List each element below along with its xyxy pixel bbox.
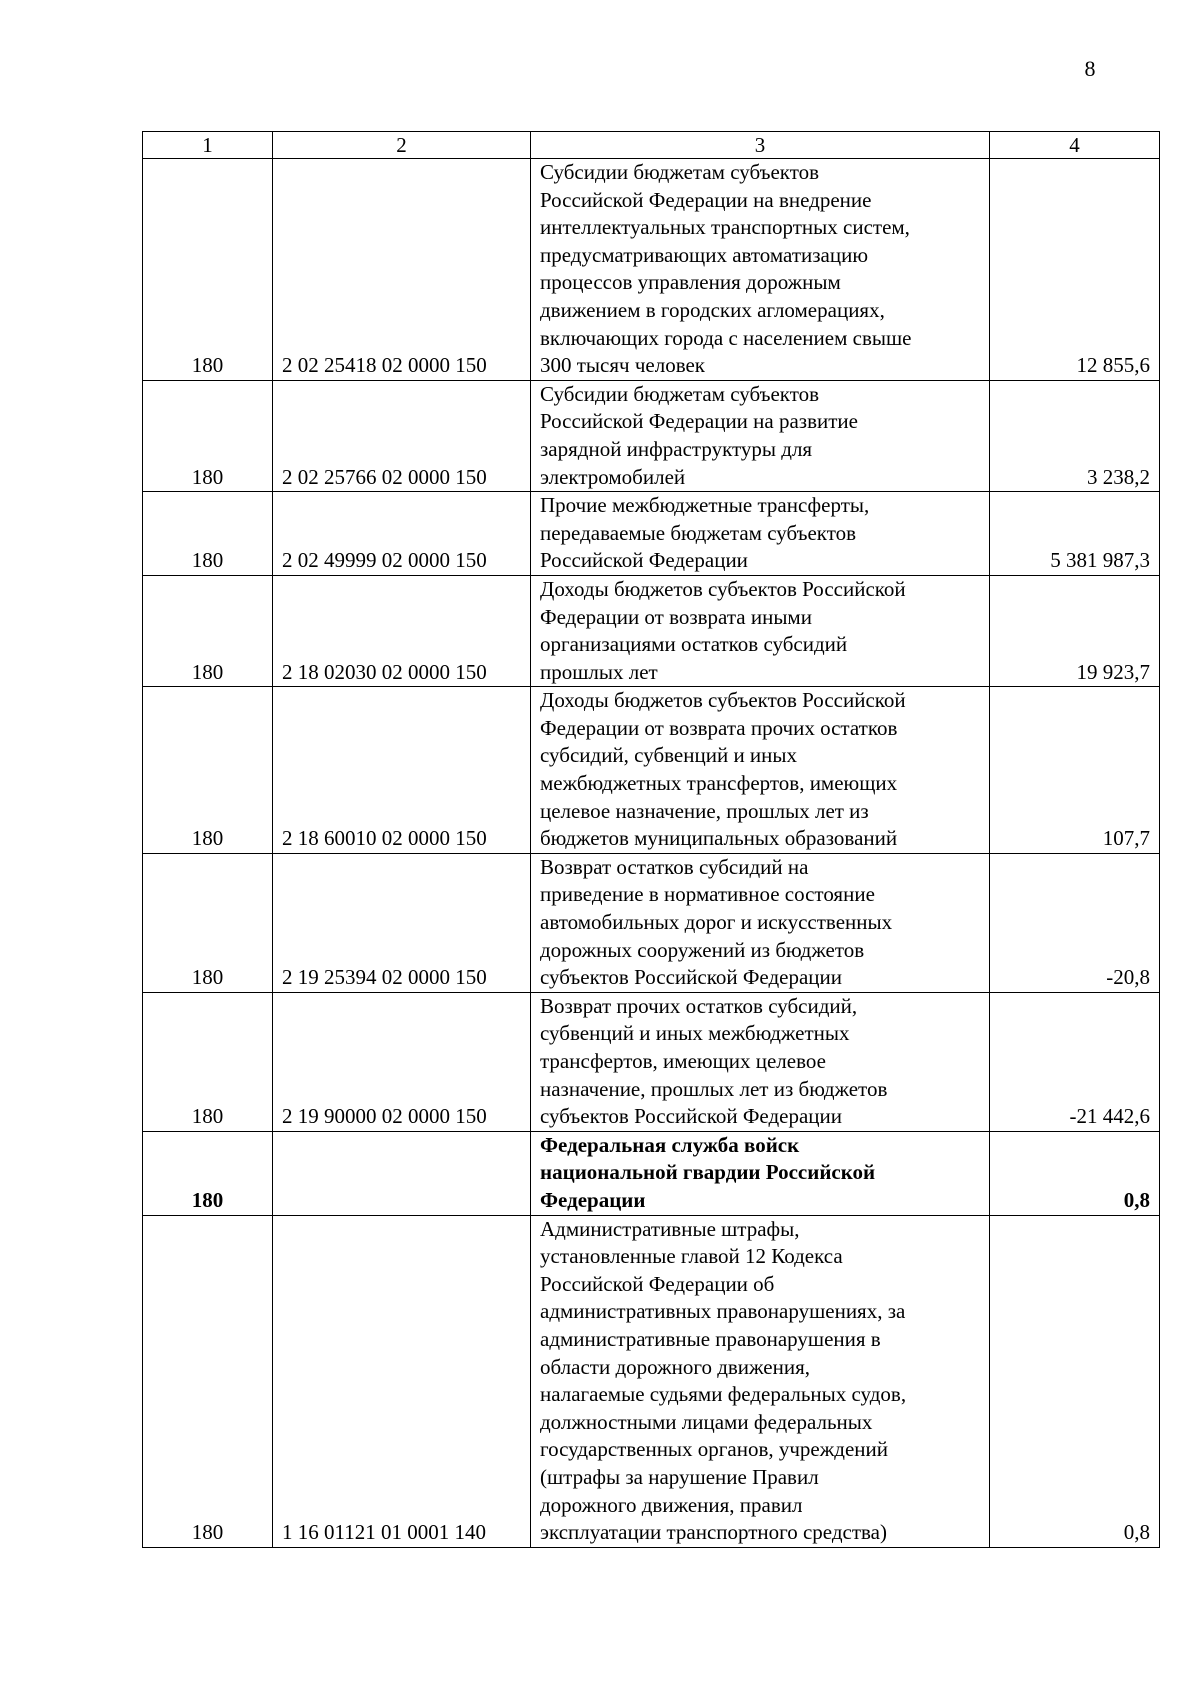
description-line: Федерации xyxy=(540,1187,646,1212)
description-line: административных правонарушениях, за xyxy=(540,1299,906,1324)
admin-code-cell: 180 xyxy=(143,380,273,491)
table-body xyxy=(143,159,1160,1548)
description-line: дорожных сооружений из бюджетов xyxy=(540,937,865,962)
table-row xyxy=(143,380,1160,491)
description-line: Доходы бюджетов субъектов Российской xyxy=(540,688,906,713)
description-line: Административные штрафы, xyxy=(540,1216,800,1241)
budget-code-cell: 2 19 25394 02 0000 150 xyxy=(273,853,531,992)
description-line: 300 тысяч человек xyxy=(540,353,706,378)
header-col-2: 2 xyxy=(273,132,531,159)
description-cell xyxy=(531,1215,990,1547)
admin-code-cell: 180 xyxy=(143,1215,273,1547)
description-line: субвенций и иных межбюджетных xyxy=(540,1021,850,1046)
admin-code-cell: 180 xyxy=(143,159,273,381)
description-line: автомобильных дорог и искусственных xyxy=(540,910,893,935)
description-line: Субсидии бюджетам субъектов xyxy=(540,381,820,406)
table-row xyxy=(143,492,1160,576)
description-line: государственных органов, учреждений xyxy=(540,1437,888,1462)
description-line: назначение, прошлых лет из бюджетов xyxy=(540,1076,888,1101)
header-col-1: 1 xyxy=(143,132,273,159)
table-row xyxy=(143,159,1160,381)
admin-code-cell: 180 xyxy=(143,492,273,576)
description-cell xyxy=(531,575,990,686)
admin-code-cell: 180 xyxy=(143,575,273,686)
description-line: Субсидии бюджетам субъектов xyxy=(540,160,820,184)
description-line: процессов управления дорожным xyxy=(540,270,841,295)
description-line: дорожного движения, правил xyxy=(540,1492,803,1517)
description-line: Российской Федерации на внедрение xyxy=(540,187,872,212)
description-line: Прочие межбюджетные трансферты, xyxy=(540,493,870,518)
budget-code-cell: 2 18 60010 02 0000 150 xyxy=(273,687,531,854)
description-line: передаваемые бюджетам субъектов xyxy=(540,520,857,545)
header-row xyxy=(143,132,1160,159)
budget-code-cell: 2 02 49999 02 0000 150 xyxy=(273,492,531,576)
table-row xyxy=(143,1215,1160,1547)
description-line: бюджетов муниципальных образований xyxy=(540,826,898,851)
header-col-4: 4 xyxy=(990,132,1160,159)
description-line: должностными лицами федеральных xyxy=(540,1409,873,1434)
amount-cell: 5 381 987,3 xyxy=(990,492,1160,576)
description-line: субъектов Российской Федерации xyxy=(540,965,843,990)
amount-cell: 12 855,6 xyxy=(990,159,1160,381)
description-line: электромобилей xyxy=(540,464,686,489)
description-line: целевое назначение, прошлых лет из xyxy=(540,798,869,823)
description-line: Возврат остатков субсидий на xyxy=(540,854,809,879)
amount-cell: 0,8 xyxy=(990,1215,1160,1547)
description-cell xyxy=(531,687,990,854)
table-row xyxy=(143,992,1160,1131)
description-line: области дорожного движения, xyxy=(540,1354,810,1379)
description-line: приведение в нормативное состояние xyxy=(540,882,875,907)
description-line: включающих города с населением свыше xyxy=(540,325,912,350)
description-cell xyxy=(531,853,990,992)
description-cell xyxy=(531,159,990,381)
description-line: национальной гвардии Российской xyxy=(540,1160,876,1185)
description-line: Федерации от возврата прочих остатков xyxy=(540,715,898,740)
description-line: интеллектуальных транспортных систем, xyxy=(540,215,910,240)
table-row xyxy=(143,1131,1160,1215)
page-number: 8 xyxy=(1084,56,1096,81)
description-line: Российской Федерации об xyxy=(540,1271,775,1296)
budget-code-cell: 2 18 02030 02 0000 150 xyxy=(273,575,531,686)
amount-cell: -20,8 xyxy=(990,853,1160,992)
description-line: зарядной инфраструктуры для xyxy=(540,436,813,461)
table-row xyxy=(143,687,1160,854)
description-line: предусматривающих автоматизацию xyxy=(540,242,869,267)
description-line: Российской Федерации xyxy=(540,548,748,573)
description-line: прошлых лет xyxy=(540,659,658,684)
amount-cell: -21 442,6 xyxy=(990,992,1160,1131)
description-line: установленные главой 12 Кодекса xyxy=(540,1244,843,1269)
description-line: (штрафы за нарушение Правил xyxy=(540,1464,819,1489)
description-line: межбюджетных трансфертов, имеющих xyxy=(540,771,898,796)
amount-cell: 107,7 xyxy=(990,687,1160,854)
table-header xyxy=(143,132,1160,159)
description-line: Доходы бюджетов субъектов Российской xyxy=(540,576,906,601)
budget-code-cell xyxy=(273,1131,531,1215)
description-line: Возврат прочих остатков субсидий, xyxy=(540,993,858,1018)
admin-code-cell: 180 xyxy=(143,992,273,1131)
revenue-table xyxy=(142,131,1160,1548)
description-line: организациями остатков субсидий xyxy=(540,632,848,657)
amount-cell: 0,8 xyxy=(990,1131,1160,1215)
budget-code-cell: 2 02 25418 02 0000 150 xyxy=(273,159,531,381)
description-line: Федеральная служба войск xyxy=(540,1132,800,1157)
description-line: субсидий, субвенций и иных xyxy=(540,743,798,768)
budget-code-cell: 1 16 01121 01 0001 140 xyxy=(273,1215,531,1547)
description-cell xyxy=(531,492,990,576)
description-line: трансфертов, имеющих целевое xyxy=(540,1049,826,1073)
budget-code-cell: 2 02 25766 02 0000 150 xyxy=(273,380,531,491)
table-row xyxy=(143,575,1160,686)
description-line: Российской Федерации на развитие xyxy=(540,409,858,434)
description-line: субъектов Российской Федерации xyxy=(540,1104,843,1129)
description-line: налагаемые судьями федеральных судов, xyxy=(540,1382,907,1407)
header-col-3: 3 xyxy=(531,132,990,159)
admin-code-cell: 180 xyxy=(143,853,273,992)
amount-cell: 19 923,7 xyxy=(990,575,1160,686)
description-cell xyxy=(531,992,990,1131)
budget-code-cell: 2 19 90000 02 0000 150 xyxy=(273,992,531,1131)
description-line: административные правонарушения в xyxy=(540,1326,881,1351)
description-line: движением в городских агломерациях, xyxy=(540,297,885,322)
description-cell xyxy=(531,380,990,491)
description-cell xyxy=(531,1131,990,1215)
amount-cell: 3 238,2 xyxy=(990,380,1160,491)
admin-code-cell: 180 xyxy=(143,687,273,854)
description-line: эксплуатации транспортного средства) xyxy=(540,1520,887,1545)
table-row xyxy=(143,853,1160,992)
admin-code-cell: 180 xyxy=(143,1131,273,1215)
description-line: Федерации от возврата иными xyxy=(540,604,812,629)
